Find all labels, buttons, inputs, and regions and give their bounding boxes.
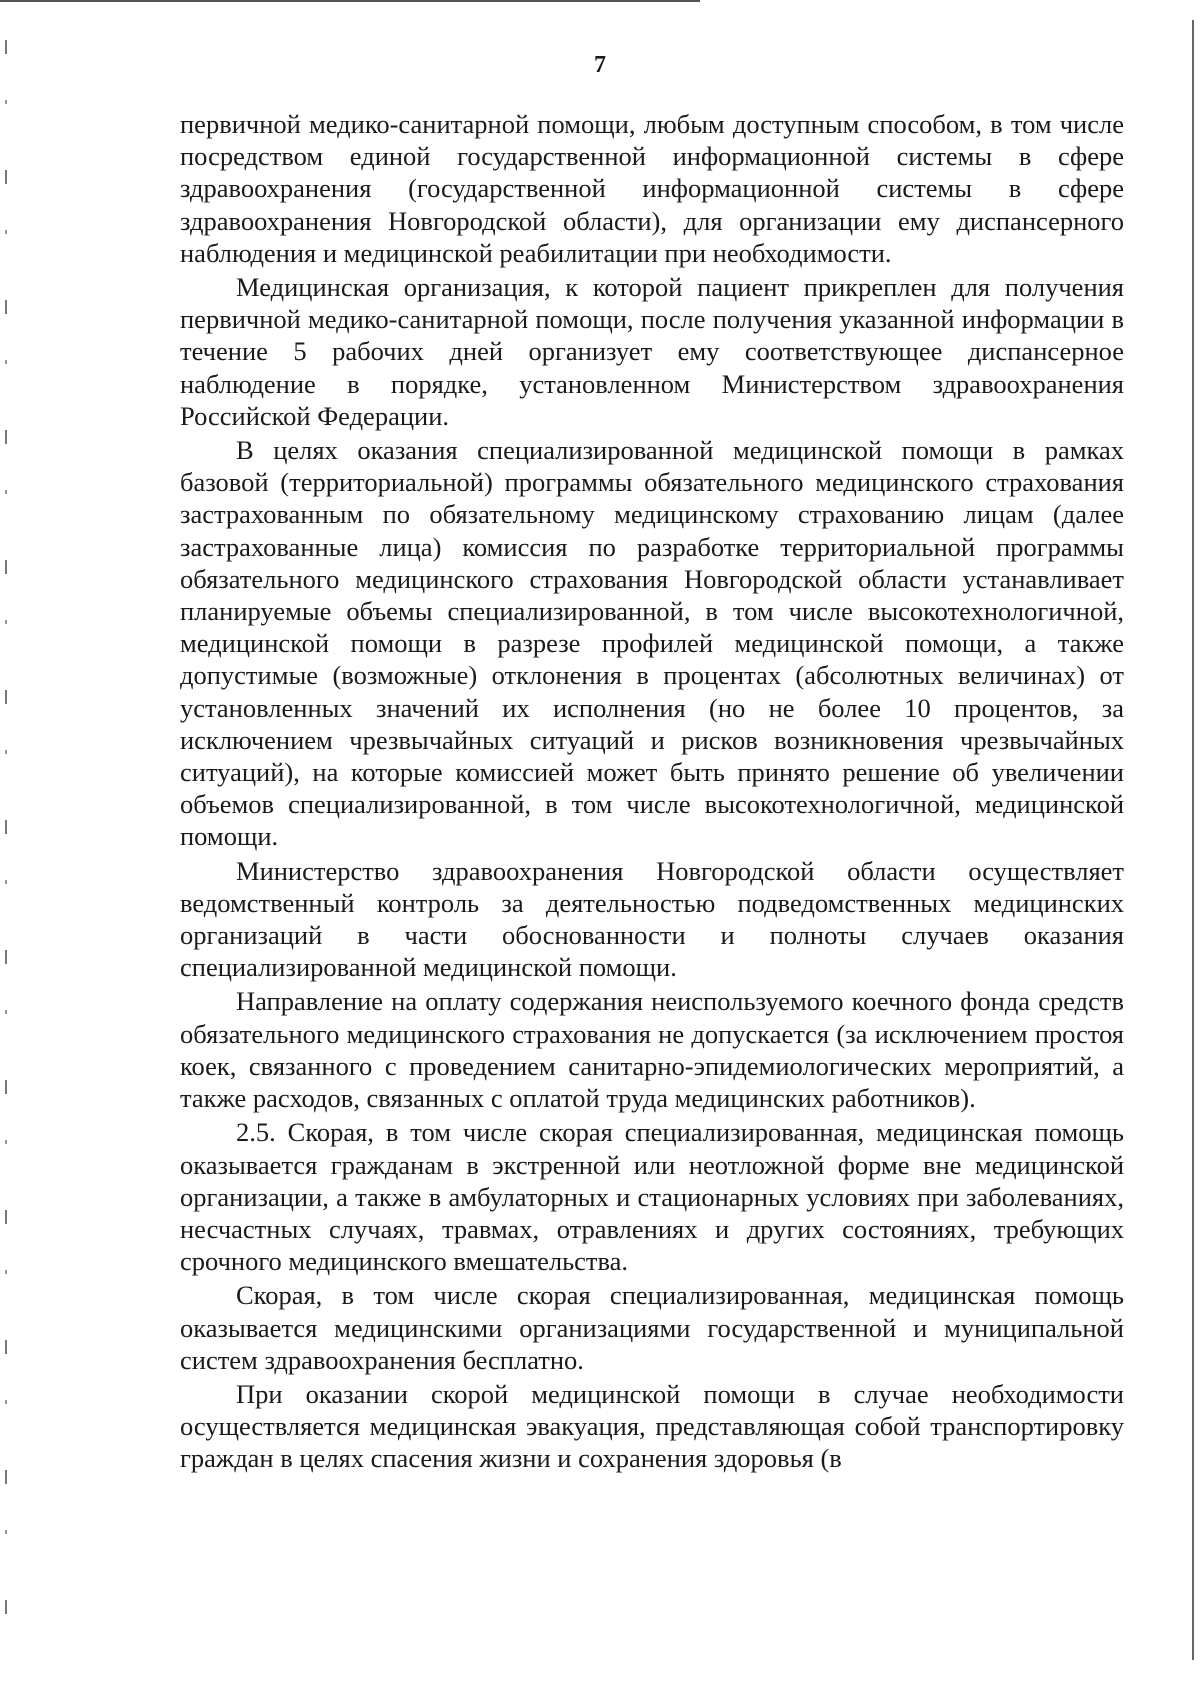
paragraph: В целях оказания специализированной медицинской помощи в рамках базовой (территориальной) программы обязательного медицинского страхования застрахованным по обязательному медицинскому страхованию лицам (далее застрахованные лица) комиссия по разработке территориальной программы обязательного медицинского страхования Новгородской области устанавливает планируемые объемы специализированной, в том числе высокотехнологичной, медицинской помощи в разрезе профилей медицинской помощи, а также допустимые (возможные) отклонения в процентах (абсолютных величинах) от установленных значений их исполнения (но не более 10 процентов, за исключением чрезвычайных ситуаций и рисков возникновения чрезвычайных ситуаций), на которые комиссией может быть принято решение об увеличении объемов специализированной, в том числе высокотехнологичной, медицинской помощи. xyxy=(180,435,1124,852)
paragraph: 2.5. Скорая, в том числе скорая специализированная, медицинская помощь оказывается гражданам в экстренной или неотложной форме вне медицинской организации, а также в амбулаторных и стационарных условиях при заболеваниях, несчастных случаях, травмах, отравлениях и других состояниях, требующих срочного медицинского вмешательства. xyxy=(180,1117,1124,1277)
paragraph: Направление на оплату содержания неиспользуемого коечного фонда средств обязательного медицинского страхования не допускается (за исключением простоя коек, связанного с проведением санитарно-эпидемиологических мероприятий, а также расходов, связанных с оплатой труда медицинских работников). xyxy=(180,986,1124,1114)
paragraph: Министерство здравоохранения Новгородской области осуществляет ведомственный контроль за деятельностью подведомственных медицинских организаций в части обоснованности и полноты случаев оказания специализированной медицинской помощи. xyxy=(180,855,1124,983)
paragraph: Медицинская организация, к которой пациент прикреплен для получения первичной медико-санитарной помощи, после получения указанной информации в течение 5 рабочих дней организует ему соответствующее диспансерное наблюдение в порядке, установленном Министерством здравоохранения Российской Федерации. xyxy=(180,272,1124,431)
scan-right-edge xyxy=(1192,20,1194,1660)
paragraph: Скорая, в том числе скорая специализированная, медицинская помощь оказывается медицинскими организациями государственной и муниципальной систем здравоохранения бесплатно. xyxy=(180,1280,1124,1375)
scan-left-edge xyxy=(5,40,7,1640)
document-body xyxy=(180,108,1124,1477)
page-number: 7 xyxy=(594,52,606,78)
paragraph: При оказании скорой медицинской помощи в случае необходимости осуществляется медицинская эвакуация, представляющая собой транспортировку граждан в целях спасения жизни и сохранения здоровья (в xyxy=(180,1378,1124,1474)
scan-top-edge xyxy=(0,0,700,2)
paragraph-continued: первичной медико-санитарной помощи, любым доступным способом, в том числе посредством единой государственной информационной системы в сфере здравоохранения (государственной информационной системы в сфере здравоохранения Новгородской области), для организации ему диспансерного наблюдения и медицинской реабилитации при необходимости. xyxy=(180,109,1124,268)
